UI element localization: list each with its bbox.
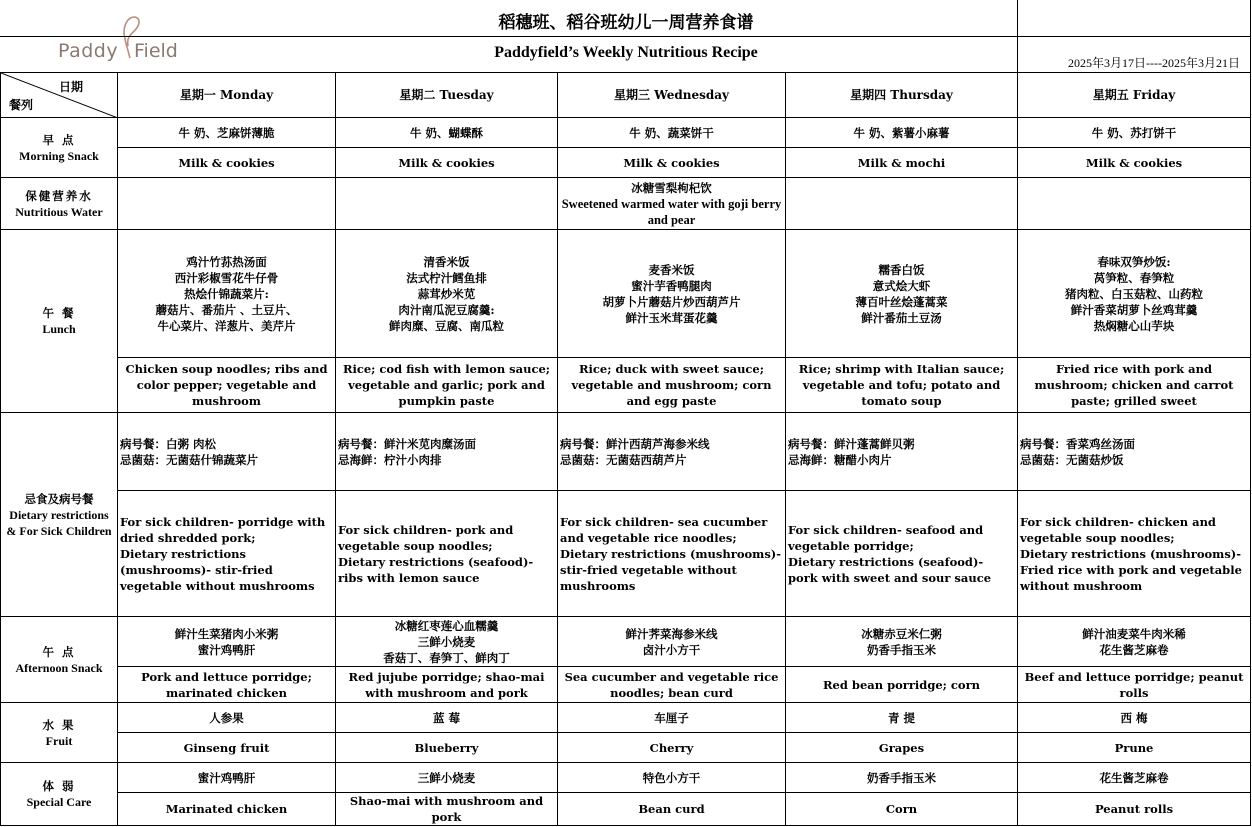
row-label-cn: 保健营养水 <box>25 188 93 203</box>
diet-restriction-en: Dietary restrictions (mushrooms)- stir-fried vegetable without mushrooms <box>120 546 315 593</box>
lunch-item: 意式烩大虾 <box>872 278 931 293</box>
morning-cn-monday: 牛 奶、芝麻饼薄脆 <box>118 118 336 148</box>
lunch-item: 胡萝卜片蘑菇片炒西葫芦片 <box>602 294 741 309</box>
afternoon-item: 冰糖赤豆米仁粥 <box>861 626 942 641</box>
logo-text-right: Field <box>134 40 178 62</box>
row-label-cn: 早 点 <box>42 132 76 147</box>
diet-restriction-en: Dietary restrictions (seafood)- pork with sweet and sour sauce <box>788 554 992 585</box>
morning-cn-thursday: 牛 奶、紫薯小麻薯 <box>786 118 1018 148</box>
afternoon-item: 三鲜小烧麦 <box>417 634 476 649</box>
lunch-item: 清香米饭 <box>423 254 470 269</box>
lunch-item: 肉汁南瓜泥豆腐羹: <box>398 302 495 317</box>
lunch-item: 鲜汁番茄土豆汤 <box>861 310 942 325</box>
afternoon-item: 鲜汁荠菜海参米线 <box>625 626 718 641</box>
header-date-divider <box>1017 0 1018 72</box>
row-label-special-care <box>1 763 118 826</box>
row-label-nutritious-water <box>1 178 118 230</box>
diet-cn-monday <box>118 413 336 491</box>
row-label-en: Morning Snack <box>19 148 99 163</box>
lunch-item: 麦香米饭 <box>648 262 695 277</box>
afternoon-cn-wednesday <box>558 617 786 667</box>
diet-sick-en: For sick children- pork and vegetable soup noodles; <box>338 522 514 553</box>
lunch-cn-friday <box>1018 230 1251 358</box>
diet-sick-en: For sick children- chicken and vegetable soup noodles; <box>1020 514 1216 545</box>
diet-en-wednesday <box>558 491 786 617</box>
diet-sick-meal: 病号餐：鲜汁西葫芦海参米线 <box>560 436 710 451</box>
dietary-row-en <box>1 491 1251 617</box>
fruit-cn-tuesday: 蓝 莓 <box>336 703 558 733</box>
day-header-thursday: 星期四 Thursday <box>786 73 1018 118</box>
row-label-cn: 午 点 <box>42 644 76 659</box>
day-header-row <box>1 73 1251 118</box>
row-label-en: Lunch <box>42 322 76 336</box>
water-friday <box>1018 178 1251 230</box>
special-cn-friday: 花生酱芝麻卷 <box>1018 763 1251 793</box>
diet-sick-en: For sick children- porridge with dried shredded pork; <box>120 514 326 545</box>
page-header <box>0 0 1252 72</box>
fruit-cn-monday: 人参果 <box>118 703 336 733</box>
fruit-row-cn <box>1 703 1251 733</box>
diet-sick-meal: 病号餐：香菜鸡丝汤面 <box>1020 436 1135 451</box>
diet-sick-meal: 病号餐：白粥 肉松 <box>120 436 217 451</box>
lunch-item: 猪肉粒、白玉菇粒、山药粒 <box>1065 286 1203 301</box>
row-label-afternoon-snack <box>1 617 118 703</box>
lunch-en-tuesday: Rice; cod fish with lemon sauce; vegetable and garlic; pork and pumpkin paste <box>336 358 558 413</box>
lunch-row-en <box>1 358 1251 413</box>
afternoon-item: 鲜汁油麦菜牛肉米稀 <box>1082 626 1186 641</box>
diet-restriction-en: Dietary restrictions (mushrooms)- stir-fried vegetable without mushrooms <box>560 546 782 593</box>
morning-cn-tuesday: 牛 奶、蝴蝶酥 <box>336 118 558 148</box>
diet-cn-friday <box>1018 413 1251 491</box>
afternoon-item: 奶香手指玉米 <box>867 642 936 657</box>
diet-cn-wednesday <box>558 413 786 491</box>
lunch-item: 莴笋粒、春笋粒 <box>1093 270 1175 285</box>
diet-en-monday <box>118 491 336 617</box>
lunch-item: 蒜茸炒米苋 <box>417 286 476 301</box>
lunch-en-thursday: Rice; shrimp with Italian sauce; vegetable and tofu; potato and tomato soup <box>786 358 1018 413</box>
diet-sick-en: For sick children- seafood and vegetable porridge; <box>788 522 984 553</box>
water-monday <box>118 178 336 230</box>
row-label-cn: 水 果 <box>42 717 76 732</box>
lunch-en-monday: Chicken soup noodles; ribs and color pepper; vegetable and mushroom <box>118 358 336 413</box>
morning-en-wednesday: Milk & cookies <box>558 148 786 178</box>
morning-en-tuesday: Milk & cookies <box>336 148 558 178</box>
fruit-row-en <box>1 733 1251 763</box>
header-right-border <box>1250 0 1251 72</box>
lunch-item: 糯香白饭 <box>878 262 925 277</box>
diet-cn-tuesday <box>336 413 558 491</box>
diet-restriction-en: Dietary restrictions (seafood)- ribs with lemon sauce <box>338 554 534 585</box>
afternoon-en-thursday: Red bean porridge; corn <box>786 667 1018 703</box>
fruit-en-tuesday: Blueberry <box>336 733 558 763</box>
lunch-item: 鲜肉糜、豆腐、南瓜粒 <box>389 318 504 333</box>
afternoon-en-friday: Beef and lettuce porridge; peanut rolls <box>1018 667 1251 703</box>
morning-en-thursday: Milk & mochi <box>786 148 1018 178</box>
special-cn-thursday: 奶香手指玉米 <box>786 763 1018 793</box>
row-label-lunch <box>1 230 118 413</box>
afternoon-en-wednesday: Sea cucumber and vegetable rice noodles; bean curd <box>558 667 786 703</box>
afternoon-en-monday: Pork and lettuce porridge; marinated chicken <box>118 667 336 703</box>
afternoon-item: 花生酱芝麻卷 <box>1099 642 1169 657</box>
diet-restriction: 忌菌菇：无菌菇西葫芦片 <box>560 452 687 467</box>
fruit-cn-friday: 西 梅 <box>1018 703 1251 733</box>
row-label-dietary <box>1 413 118 617</box>
special-en-wednesday: Bean curd <box>558 793 786 826</box>
fruit-en-friday: Prune <box>1018 733 1251 763</box>
lunch-cn-thursday <box>786 230 1018 358</box>
corner-meal-label: 餐列 <box>9 98 34 112</box>
afternoon-snack-row-en <box>1 667 1251 703</box>
special-cn-tuesday: 三鲜小烧麦 <box>336 763 558 793</box>
page-title-cn: 稻穗班、稻谷班幼儿一周营养食谱 <box>498 13 754 33</box>
row-label-en: Dietary restrictions & For Sick Children <box>6 507 112 538</box>
diet-restriction: 忌菌菇：无菌菇炒饭 <box>1020 452 1124 467</box>
lunch-item: 热焖糖心山芋块 <box>1093 318 1175 333</box>
page-title-en: Paddyfield’s Weekly Nutritious Recipe <box>494 44 758 61</box>
special-cn-monday: 蜜汁鸡鸭肝 <box>118 763 336 793</box>
afternoon-item: 卤汁小方干 <box>642 642 701 657</box>
day-header-monday: 星期一 Monday <box>118 73 336 118</box>
corner-date-label: 日期 <box>58 80 83 94</box>
morning-en-monday: Milk & cookies <box>118 148 336 178</box>
morning-cn-wednesday: 牛 奶、蔬菜饼干 <box>558 118 786 148</box>
lunch-item: 春味双笋炒饭: <box>1097 254 1171 269</box>
lunch-item: 热烩什锦蔬菜片: <box>184 286 269 301</box>
lunch-item: 蘑菇片、番茄片 、土豆片、 <box>155 302 298 317</box>
row-label-cn: 体 弱 <box>42 779 76 793</box>
lunch-item: 蜜汁芋香鸭腿肉 <box>631 278 712 293</box>
lunch-cn-monday <box>118 230 336 358</box>
lunch-item: 鸡汁竹荪热汤面 <box>186 254 267 269</box>
diet-restriction: 忌海鲜：糖醋小肉片 <box>788 452 892 467</box>
lunch-item: 法式柠汁鳕鱼排 <box>406 270 487 285</box>
dietary-row-cn <box>1 413 1251 491</box>
afternoon-item: 香菇丁、春笋丁、鲜肉丁 <box>383 650 510 665</box>
diet-cn-thursday <box>786 413 1018 491</box>
lunch-item: 薄百叶丝烩蓬蒿菜 <box>855 294 948 309</box>
morning-cn-friday: 牛 奶、苏打饼干 <box>1018 118 1251 148</box>
lunch-cn-wednesday <box>558 230 786 358</box>
header-divider <box>0 36 1250 37</box>
morning-en-friday: Milk & cookies <box>1018 148 1251 178</box>
afternoon-cn-thursday <box>786 617 1018 667</box>
lunch-item: 牛心菜片、洋葱片、美芹片 <box>157 318 296 333</box>
diet-restriction-en: Dietary restrictions (mushrooms)- Fried rice with pork and vegetable without mushroom <box>1020 546 1242 593</box>
day-header-wednesday: 星期三 Wednesday <box>558 73 786 118</box>
diet-sick-meal: 病号餐：鲜汁蓬蒿鲜贝粥 <box>788 436 915 451</box>
special-cn-wednesday: 特色小方干 <box>558 763 786 793</box>
nutritious-water-row <box>1 178 1251 230</box>
day-header-friday: 星期五 Friday <box>1018 73 1251 118</box>
afternoon-cn-tuesday <box>336 617 558 667</box>
row-label-en: Nutritious Water <box>15 204 103 219</box>
day-header-tuesday: 星期二 Tuesday <box>336 73 558 118</box>
special-en-tuesday: Shao-mai with mushroom and pork <box>336 793 558 826</box>
diet-sick-meal: 病号餐：鲜汁米苋肉糜汤面 <box>338 436 476 451</box>
logo-text-left: Paddy <box>58 40 119 62</box>
water-wednesday <box>558 178 786 230</box>
morning-snack-row-cn <box>1 118 1251 148</box>
afternoon-cn-monday <box>118 617 336 667</box>
special-care-row-cn <box>1 763 1251 793</box>
special-care-row-en <box>1 793 1251 826</box>
afternoon-item: 鲜汁生菜猪肉小米粥 <box>174 626 279 641</box>
fruit-en-wednesday: Cherry <box>558 733 786 763</box>
diet-en-tuesday <box>336 491 558 617</box>
lunch-cn-tuesday <box>336 230 558 358</box>
diet-restriction: 忌菌菇：无菌菇什锦蔬菜片 <box>120 452 258 467</box>
special-en-friday: Peanut rolls <box>1018 793 1251 826</box>
diet-sick-en: For sick children- sea cucumber and vegetable rice noodles; <box>560 514 768 545</box>
corner-cell <box>1 73 118 118</box>
lunch-item: 西汁彩椒雪花牛仔骨 <box>174 270 279 285</box>
water-wed-cn: 冰糖雪梨枸杞饮 <box>631 180 712 195</box>
afternoon-snack-row-cn <box>1 617 1251 667</box>
afternoon-item: 蜜汁鸡鸭肝 <box>197 642 256 657</box>
water-wed-en: Sweetened warmed water with goji berry and pear <box>561 196 782 227</box>
lunch-en-friday: Fried rice with pork and mushroom; chicken and carrot paste; grilled sweet <box>1018 358 1251 413</box>
weekly-menu-table <box>0 72 1251 826</box>
fruit-cn-wednesday: 车厘子 <box>558 703 786 733</box>
date-range: 2025年3月17日----2025年3月21日 <box>1068 56 1240 70</box>
lunch-item: 鲜汁玉米茸蛋花羹 <box>625 310 718 325</box>
lunch-en-wednesday: Rice; duck with sweet sauce; vegetable and mushroom; corn and egg paste <box>558 358 786 413</box>
lunch-row-cn <box>1 230 1251 358</box>
fruit-en-thursday: Grapes <box>786 733 1018 763</box>
fruit-en-monday: Ginseng fruit <box>118 733 336 763</box>
diet-en-friday <box>1018 491 1251 617</box>
row-label-morning-snack <box>1 118 118 178</box>
afternoon-item: 冰糖红枣莲心血糯羹 <box>394 618 499 633</box>
lunch-item: 鲜汁香菜胡萝卜丝鸡茸羹 <box>1070 302 1198 317</box>
row-label-fruit <box>1 703 118 763</box>
row-label-cn: 忌食及病号餐 <box>24 491 94 506</box>
afternoon-cn-friday <box>1018 617 1251 667</box>
special-en-monday: Marinated chicken <box>118 793 336 826</box>
diet-restriction: 忌海鲜：柠汁小肉排 <box>338 452 442 467</box>
diet-en-thursday <box>786 491 1018 617</box>
fruit-cn-thursday: 青 提 <box>786 703 1018 733</box>
special-en-thursday: Corn <box>786 793 1018 826</box>
row-label-en: Afternoon Snack <box>15 660 103 675</box>
water-thursday <box>786 178 1018 230</box>
row-label-en: Special Care <box>26 795 92 809</box>
morning-snack-row-en <box>1 148 1251 178</box>
water-tuesday <box>336 178 558 230</box>
row-label-en: Fruit <box>45 733 73 748</box>
afternoon-en-tuesday: Red jujube porridge; shao-mai with mushroom and pork <box>336 667 558 703</box>
row-label-cn: 午 餐 <box>42 306 76 320</box>
